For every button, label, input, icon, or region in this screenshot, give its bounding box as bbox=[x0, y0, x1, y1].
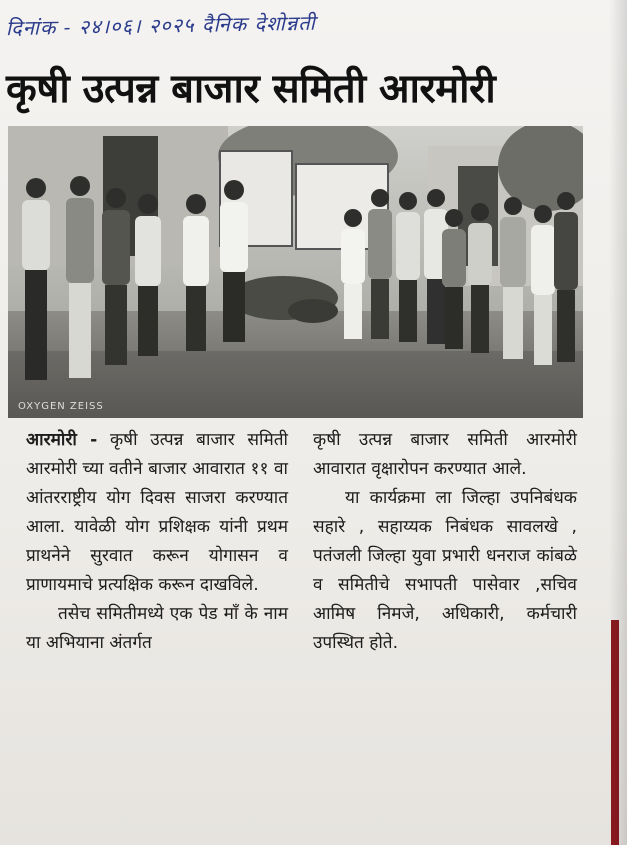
left-paragraph-1 bbox=[26, 426, 288, 600]
news-photo bbox=[8, 126, 583, 418]
group-photo-illustration bbox=[8, 126, 583, 418]
page-shadow bbox=[609, 0, 627, 845]
article-right-column bbox=[313, 426, 577, 658]
left-paragraph-1-text: कृषी उत्पन्न बाजार समिती आरमोरी च्या वतीने बाजार आवारात ११ वा आंतरराष्ट्रीय योग दिवस साजरा करण्यात आला. यावेळी योग प्रशिक्षक यांनी प्रथम प्राथनेने सुरवात करून योगासन व प्राणायमाचे प्रत्यक्षिक करून दाखविले. bbox=[26, 430, 288, 595]
left-paragraph-2: तसेच समितीमध्ये एक पेड माँ के नाम या अभियाना अंतर्गत bbox=[26, 604, 288, 653]
handwritten-date-note: दिनांक - २४।०६। २०२५ दैनिक देशोन्नती bbox=[5, 10, 317, 41]
right-paragraph-1: कृषी उत्पन्न बाजार समिती आरमोरी आवारात वृक्षारोपन करण्यात आले. bbox=[313, 430, 577, 479]
article-dateline: आरमोरी - bbox=[26, 430, 98, 450]
photo-watermark: OXYGEN ZEISS bbox=[18, 401, 104, 412]
article-left-column bbox=[26, 426, 288, 658]
right-paragraph-2: या कार्यक्रमा ला जिल्हा उपनिबंधक सहारे , सहाय्यक निबंधक सावलखे , पतंजली जिल्हा युवा प्रभारी धनराज कांबळे व समितीचे सभापती पासेवार ,सचिव आमिष निमजे, अधिकारी, कर्मचारी उपस्थित होते. bbox=[313, 488, 577, 653]
headline: कृषी उत्पन्न बाजार समिती आरमोरी bbox=[6, 66, 496, 112]
